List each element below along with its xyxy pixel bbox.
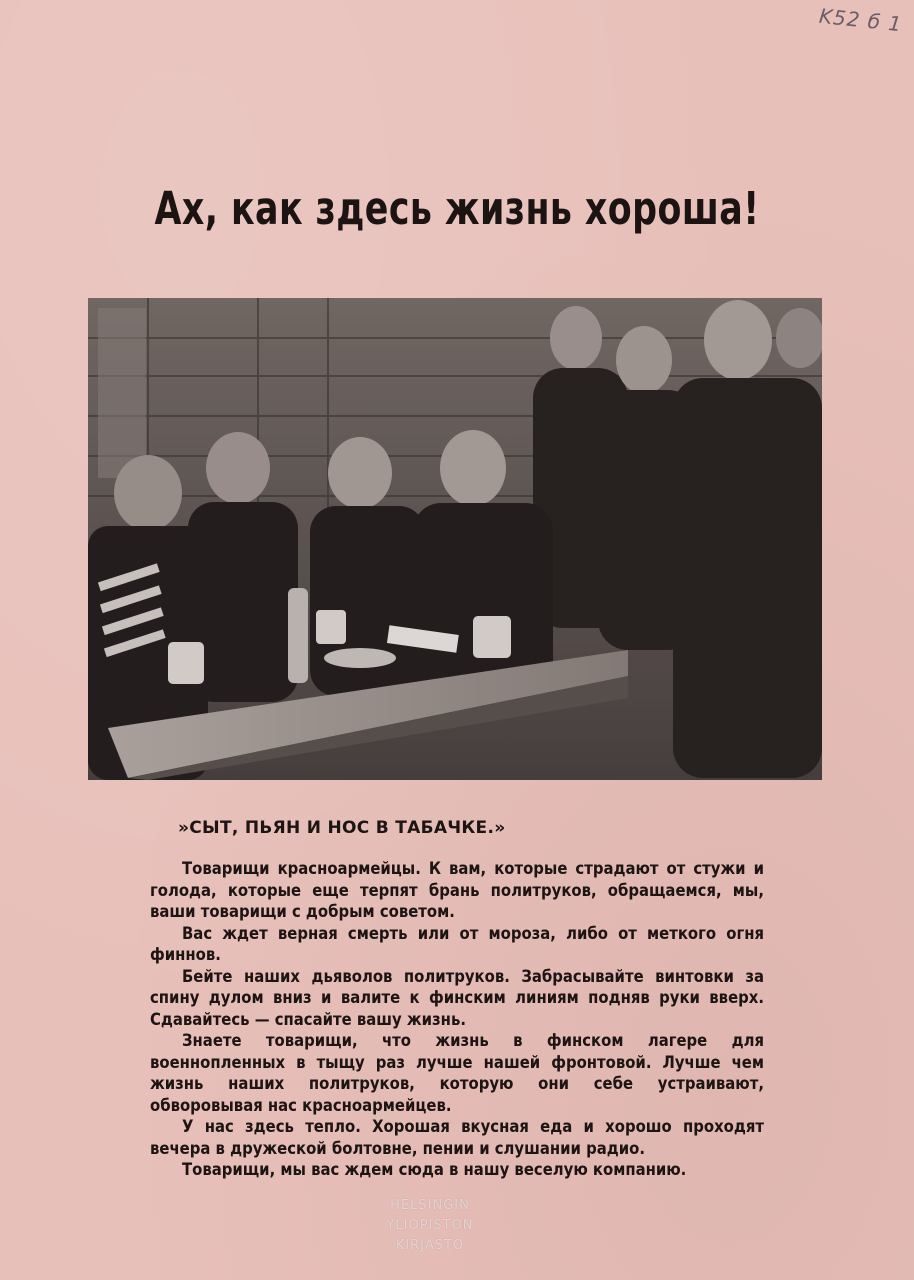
photograph	[88, 298, 822, 780]
stamp-line: KIRJASTO	[395, 1238, 465, 1253]
paragraph: Бейте наших дьяволов политруков. Забрасывайте винтовки за спину дулом вниз и валите к финским линиям подняв руки вверх. Сдавайтесь — спасайте вашу жизнь.	[150, 966, 764, 1029]
paragraph: Товарищи красноармейцы. К вам, которые страдают от стужи и голода, которые еще терпят брань политруков, обращаемся, мы, ваши товарищи с добрым советом.	[150, 859, 764, 921]
stamp-line: YLIOPISTON	[386, 1218, 474, 1233]
caption: »СЫТ, ПЬЯН И НОС В ТАБАЧКЕ.»	[178, 818, 506, 838]
archive-mark: K52 б 1	[817, 3, 904, 37]
paragraph: Вас ждет верная смерть или от мороза, либо от меткого огня финнов.	[150, 923, 764, 964]
library-stamp	[330, 1196, 530, 1256]
headline: Ах, как здесь жизнь хороша!	[154, 182, 760, 235]
paragraph: У нас здесь тепло. Хорошая вкусная еда и хорошо проходят вечера в дружеской болтовне, пении и слушании радио.	[150, 1117, 764, 1158]
body-text	[150, 858, 764, 1181]
paragraph: Товарищи, мы вас ждем сюда в нашу веселую компанию.	[182, 1160, 687, 1179]
paragraph: Знаете товарищи, что жизнь в финском лагере для военнопленных в тыщу раз лучше нашей фронтовой. Лучше чем жизнь наших политруков, которую они себе устраивают, обворовывая нас красноармейцев.	[150, 1031, 764, 1115]
stamp-line: HELSINGIN	[390, 1198, 470, 1213]
